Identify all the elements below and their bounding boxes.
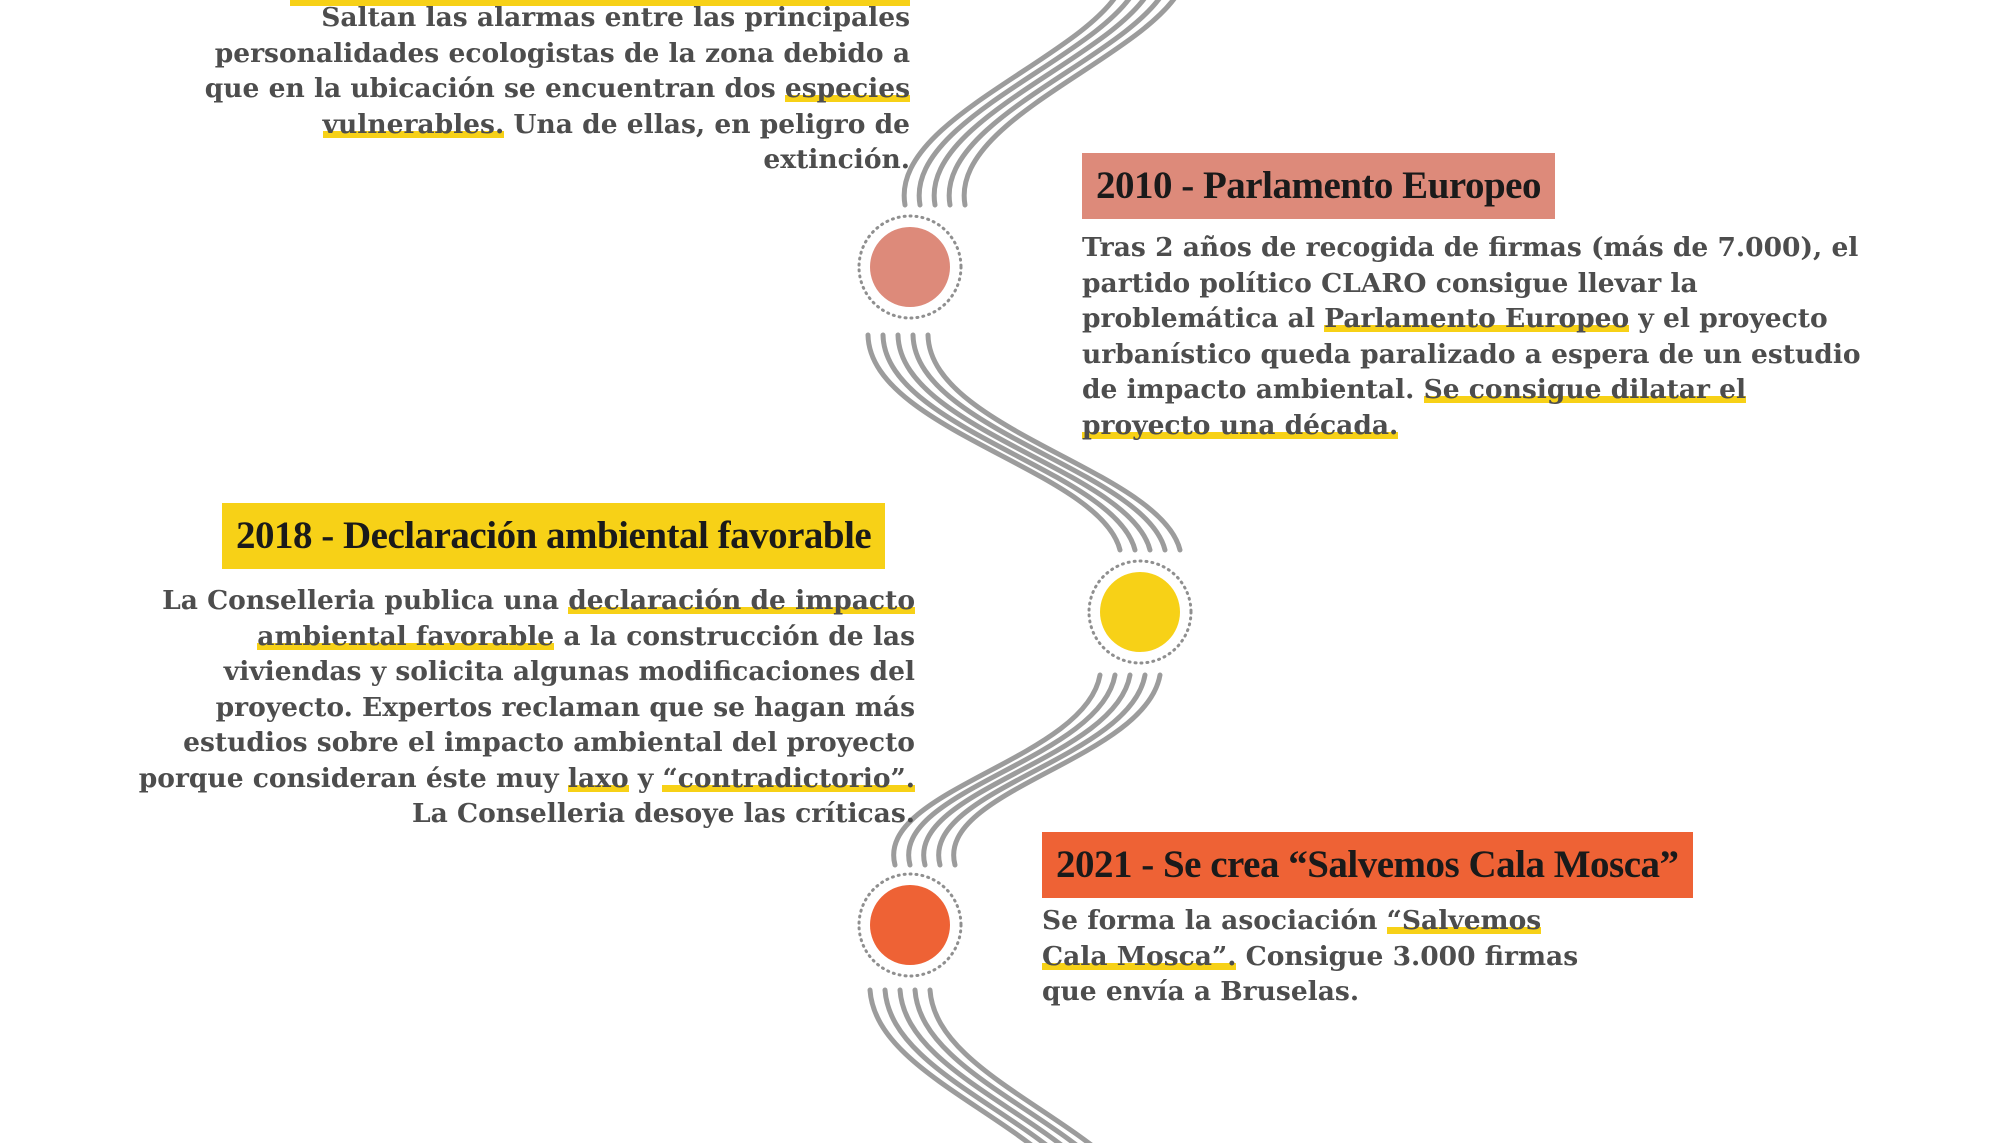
highlighted-text: “Salvemos Cala Mosca”. [1042,905,1542,972]
node-2021-marker [854,869,966,981]
text-segment: y [628,762,663,794]
text-segment: La Conselleria publica una [162,585,569,616]
text-segment: y el proyecto urbanístico queda paralizado a espera de un estudio de impacto ambiental. [1082,303,1861,405]
highlighted-text: “contradictorio”. [662,762,915,794]
text-segment: a la construcción de las viviendas y solicita algunas modificaciones del proyecto. Expertos reclaman que se hagan más estudios sobre el impacto ambiental del proyecto porque consideran éste muy [138,620,915,794]
text-segment: Consigue 3.000 firmas que envía a Bruselas. [1042,940,1579,1007]
highlighted-text: declaración de impacto ambiental favorable [257,585,915,652]
text-segment: Una de ellas, en peligro de extinción. [504,108,910,175]
text-segment: La Conselleria desoye las críticas. [411,798,915,829]
event-2021-text [1042,903,1612,1010]
wave-strand [915,990,1095,1143]
highlighted-text: Se consigue dilatar el proyecto una década. [1082,374,1747,441]
event-2010-title: 2010 - Parlamento Europeo [1082,153,1555,219]
event-2018-text [120,583,915,832]
node-dot [870,885,950,965]
highlighted-text: laxo [567,762,629,794]
text-segment: Se forma la asociación [1042,905,1387,936]
highlighted-text: Parlamento Europeo [1324,303,1630,334]
highlighted-text: especies vulnerables. [322,73,910,140]
event-2008-text [180,0,910,178]
text-segment: Tras 2 años de recogida de firmas (más de 7.000), el partido político CLARO consigue llevar la problemática al [1082,232,1859,334]
node-2010-marker [854,211,966,323]
event-2021-title: 2021 - Se crea “Salvemos Cala Mosca” [1042,832,1693,898]
node-2018-marker [1084,556,1196,668]
node-dot [1100,572,1180,652]
text-segment: Saltan las alarmas entre las principales personalidades ecologistas de la zona debido a que en la ubicación se encuentran dos [204,2,910,104]
node-dot [870,227,950,307]
wave-strand [930,990,1110,1143]
event-2018-title: 2018 - Declaración ambiental favorable [222,503,885,569]
event-2010-text [1082,230,1862,443]
